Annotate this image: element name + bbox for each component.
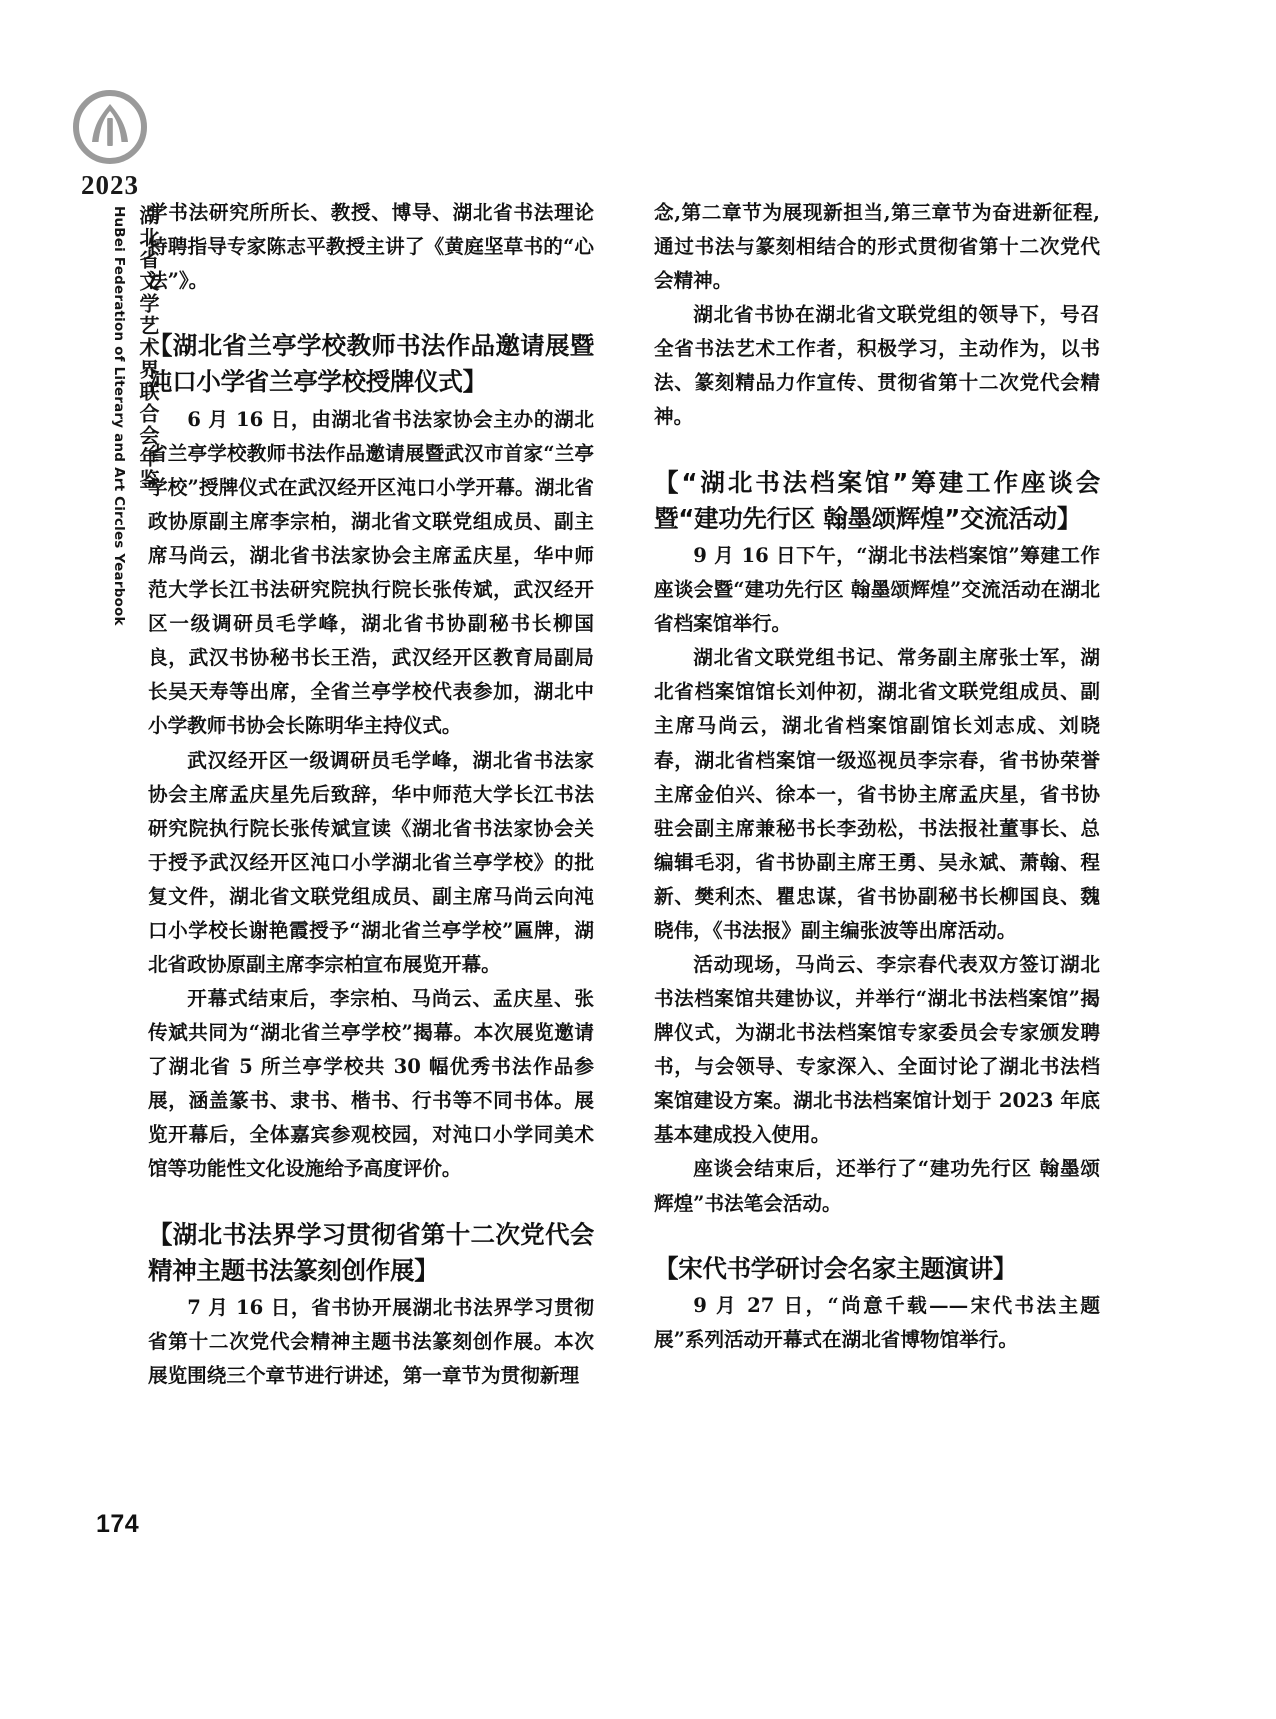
column-right <box>654 196 1100 1393</box>
body-paragraph: 武汉经开区一级调研员毛学峰，湖北省书法家协会主席孟庆星先后致辞，华中师范大学长江书法研究院执行院长张传斌宣读《湖北省书法家协会关于授予武汉经开区沌口小学湖北省兰亭学校》的批复文件，湖北省文联党组成员、副主席马尚云向沌口小学校长谢艳霞授予“湖北省兰亭学校”匾牌，湖北省政协原副主席李宗柏宣布展览开幕。 <box>148 748 594 976</box>
masthead-year: 2023 <box>81 170 139 200</box>
section-heading: 【宋代书学研讨会名家主题演讲】 <box>654 1253 1017 1283</box>
body-paragraph: 念,第二章节为展现新担当,第三章节为奋进新征程,通过书法与篆刻相结合的形式贯彻省第十二次党代会精神。 <box>654 201 1100 293</box>
section-heading: 【湖北书法界学习贯彻省第十二次党代会精神主题书法篆刻创作展】 <box>148 1219 594 1285</box>
body-paragraph: 9 月 27 日，“尚意千载——宋代书法主题展”系列活动开幕式在湖北省博物馆举行。 <box>654 1293 1100 1351</box>
column-left <box>148 196 594 1393</box>
body-paragraph: 座谈会结束后，还举行了“建功先行区 翰墨颂辉煌”书法笔会活动。 <box>654 1157 1100 1215</box>
body-paragraph: 活动现场，马尚云、李宗春代表双方签订湖北书法档案馆共建协议，并举行“湖北书法档案馆”揭牌仪式，为湖北书法档案馆专家委员会专家颁发聘书，与会领导、专家深入、全面讨论了湖北书法档案馆建设方案。湖北书法档案馆计划于 2023 年底基本建成投入使用。 <box>654 952 1100 1147</box>
body-paragraph: 开幕式结束后，李宗柏、马尚云、孟庆星、张传斌共同为“湖北省兰亭学校”揭幕。本次展览邀请了湖北省 5 所兰亭学校共 30 幅优秀书法作品参展，涵盖篆书、隶书、楷书、行书等不同书体。展览开幕后，全体嘉宾参观校园，对沌口小学同美术馆等功能性文化设施给予高度评价。 <box>148 987 594 1181</box>
federation-emblem-icon <box>71 88 149 166</box>
section-heading: 【湖北省兰亭学校教师书法作品邀请展暨沌口小学省兰亭学校授牌仪式】 <box>148 331 594 397</box>
article-columns <box>148 196 1100 1393</box>
section-heading: 【“湖北书法档案馆”筹建工作座谈会暨“建功先行区 翰墨颂辉煌”交流活动】 <box>654 467 1100 533</box>
spine-title-chinese: 湖北省文学艺术界联合会年鉴 <box>136 205 160 491</box>
masthead <box>64 88 156 201</box>
spine-title-english: HuBei Federation of Literary and Art Circles Yearbook <box>110 206 127 626</box>
body-paragraph: 学书法研究所所长、教授、博导、湖北省书法理论特聘指导专家陈志平教授主讲了《黄庭坚草书的“心法”》。 <box>148 201 594 293</box>
body-paragraph: 湖北省文联党组书记、常务副主席张士军，湖北省档案馆馆长刘仲初，湖北省文联党组成员、副主席马尚云，湖北省档案馆副馆长刘志成、刘晓春，湖北省档案馆一级巡视员李宗春，省书协荣誉主席金伯兴、徐本一，省书协主席孟庆星，省书协驻会副主席兼秘书长李劲松，书法报社董事长、总编辑毛羽，省书协副主席王勇、吴永斌、萧翰、程新、樊利杰、瞿忠谋，省书协副秘书长柳国良、魏晓伟，《书法报》副主编张波等出席活动。 <box>654 646 1100 942</box>
body-paragraph: 湖北省书协在湖北省文联党组的领导下，号召全省书法艺术工作者，积极学习，主动作为，以书法、篆刻精品力作宣传、贯彻省第十二次党代会精神。 <box>654 303 1100 429</box>
body-paragraph: 6 月 16 日，由湖北省书法家协会主办的湖北省兰亭学校教师书法作品邀请展暨武汉市首家“兰亭学校”授牌仪式在武汉经开区沌口小学开幕。湖北省政协原副主席李宗柏，湖北省文联党组成员、副主席马尚云，湖北省书法家协会主席孟庆星，华中师范大学长江书法研究院执行院长张传斌，武汉经开区一级调研员毛学峰，湖北省书协副秘书长柳国良，武汉书协秘书长王浩，武汉经开区教育局副局长吴天寿等出席，全省兰亭学校代表参加，湖北中小学教师书协会长陈明华主持仪式。 <box>148 407 594 738</box>
body-paragraph: 9 月 16 日下午，“湖北书法档案馆”筹建工作座谈会暨“建功先行区 翰墨颂辉煌”交流活动在湖北省档案馆举行。 <box>654 544 1100 636</box>
page-number: 174 <box>96 1510 140 1538</box>
body-paragraph: 7 月 16 日，省书协开展湖北书法界学习贯彻省第十二次党代会精神主题书法篆刻创作展。本次展览围绕三个章节进行讲述，第一章节为贯彻新理 <box>148 1296 594 1388</box>
